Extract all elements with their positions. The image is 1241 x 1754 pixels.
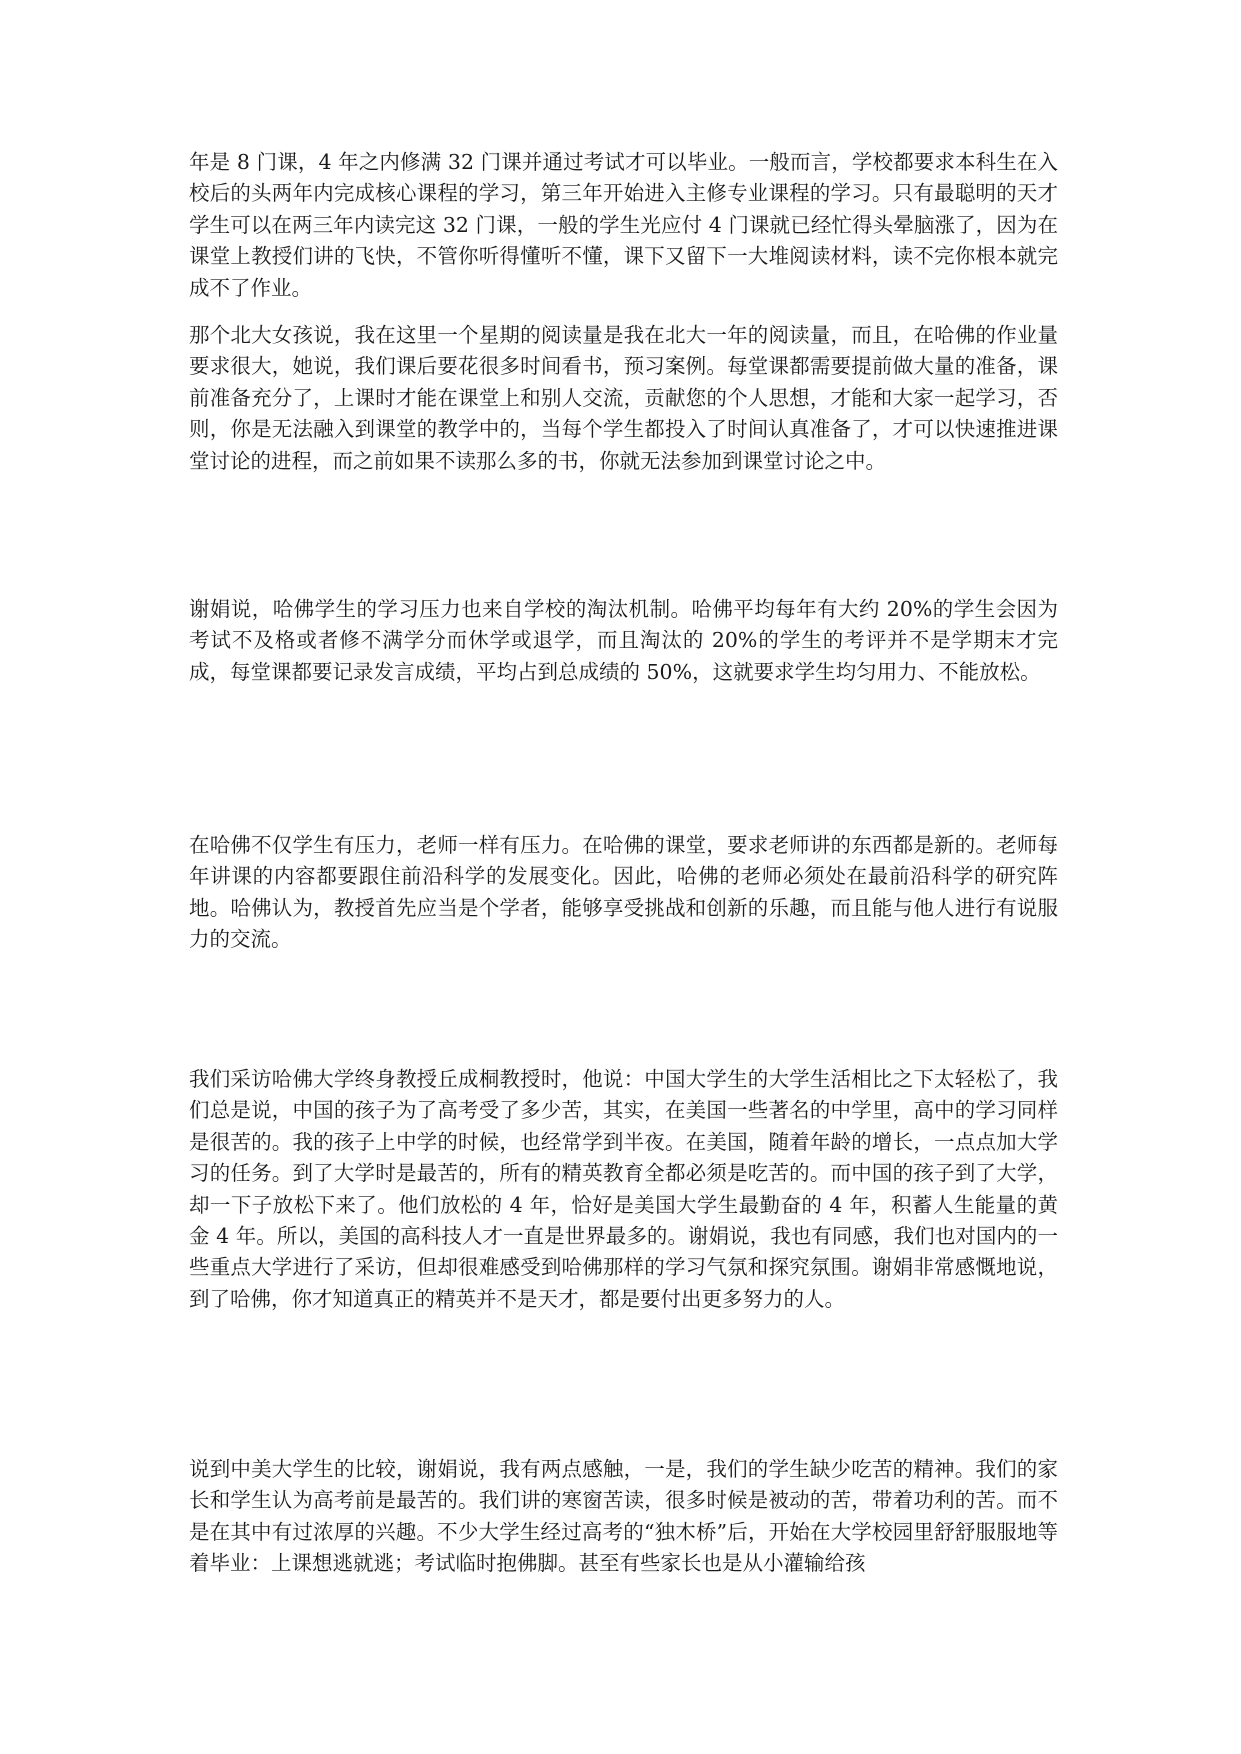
paragraph-3: 谢娟说，哈佛学生的学习压力也来自学校的淘汰机制。哈佛平均每年有大约 20%的学生会因为考试不及格或者修不满学分而休学或退学，而且淘汰的 20%的学生的考评并不是学期末才完成，每堂课都要记录发言成绩，平均占到总成绩的 50%，这就要求学生均匀用力、不能放松。 [189,597,1058,684]
paragraph-4: 在哈佛不仅学生有压力，老师一样有压力。在哈佛的课堂，要求老师讲的东西都是新的。老师每年讲课的内容都要跟住前沿科学的发展变化。因此，哈佛的老师必须处在最前沿科学的研究阵地。哈佛认为，教授首先应当是个学者，能够享受挑战和创新的乐趣，而且能与他人进行有说服力的交流。 [189,833,1058,952]
paragraph-6: 说到中美大学生的比较，谢娟说，我有两点感触，一是，我们的学生缺少吃苦的精神。我们的家长和学生认为高考前是最苦的。我们讲的寒窗苦读，很多时候是被动的苦，带着功利的苦。而不是在其中有过浓厚的兴趣。不少大学生经过高考的“独木桥”后，开始在大学校园里舒舒服服地等着毕业：上课想逃就逃；考试临时抱佛脚。甚至有些家长也是从小灌输给孩 [189,1457,1058,1576]
paragraph-2: 那个北大女孩说，我在这里一个星期的阅读量是我在北大一年的阅读量，而且，在哈佛的作业量要求很大，她说，我们课后要花很多时间看书，预习案例。每堂课都需要提前做大量的准备，课前准备充分了，上课时才能在课堂上和别人交流，贡献您的个人思想，才能和大家一起学习，否则，你是无法融入到课堂的教学中的，当每个学生都投入了时间认真准备了，才可以快速推进课堂讨论的进程，而之前如果不读那么多的书，你就无法参加到课堂讨论之中。 [189,323,1058,473]
paragraph-5: 我们采访哈佛大学终身教授丘成桐教授时，他说：中国大学生的大学生活相比之下太轻松了，我们总是说，中国的孩子为了高考受了多少苦，其实，在美国一些著名的中学里，高中的学习同样是很苦的。我的孩子上中学的时候，也经常学到半夜。在美国，随着年龄的增长，一点点加大学习的任务。到了大学时是最苦的，所有的精英教育全都必须是吃苦的。而中国的孩子到了大学，却一下子放松下来了。他们放松的 4 年，恰好是美国大学生最勤奋的 4 年，积蓄人生能量的黄金 4 年。所以，美国的高科技人才一直是世界最多的。谢娟说，我也有同感，我们也对国内的一些重点大学进行了采访，但却很难感受到哈佛那样的学习气氛和探究氛围。谢娟非常感慨地说，到了哈佛，你才知道真正的精英并不是天才，都是要付出更多努力的人。 [189,1067,1058,1311]
paragraph-1: 年是 8 门课，4 年之内修满 32 门课并通过考试才可以毕业。一般而言，学校都要求本科生在入校后的头两年内完成核心课程的学习，第三年开始进入主修专业课程的学习。只有最聪明的天才学生可以在两三年内读完这 32 门课，一般的学生光应付 4 门课就已经忙得头晕脑涨了，因为在课堂上教授们讲的飞快，不管你听得懂听不懂，课下又留下一大堆阅读材料，读不完你根本就完成不了作业。 [189,150,1058,300]
